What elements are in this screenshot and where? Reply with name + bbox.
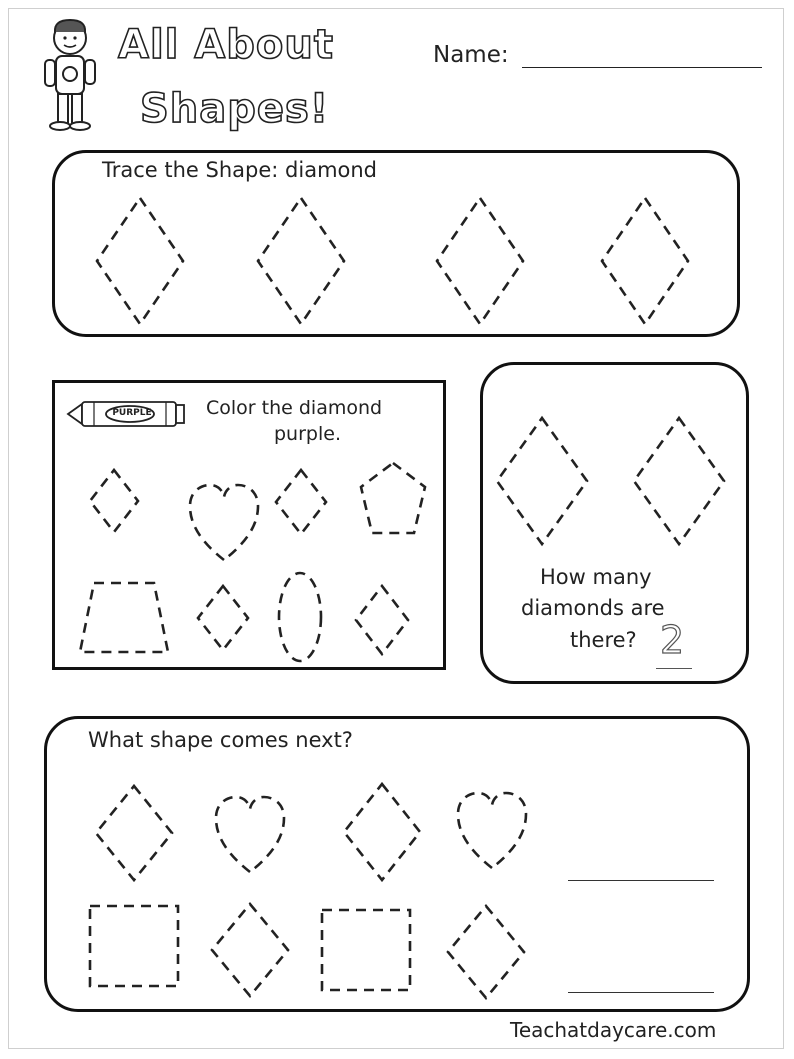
trace-diamond-1[interactable] — [95, 196, 185, 326]
pattern-r2-square-2 — [320, 908, 412, 992]
color-shape-diamond-2[interactable] — [274, 468, 328, 536]
trace-diamond-3[interactable] — [435, 196, 525, 326]
crayon-label: PURPLE — [112, 408, 152, 418]
count-answer-line — [656, 668, 692, 669]
color-shape-diamond-1[interactable] — [88, 468, 140, 534]
pattern-r1-diamond-1 — [94, 784, 174, 882]
count-diamond-1 — [495, 416, 589, 546]
trace-instruction: Trace the Shape: diamond — [102, 158, 378, 182]
trace-diamond-4[interactable] — [600, 196, 690, 326]
color-shape-oval[interactable] — [276, 570, 324, 664]
color-instruction-line2: purple. — [274, 423, 341, 445]
color-shape-trapezoid[interactable] — [78, 580, 170, 654]
color-shape-diamond-3[interactable] — [196, 584, 250, 652]
pattern-r2-square-1 — [88, 904, 180, 988]
pattern-instruction: What shape comes next? — [88, 728, 353, 752]
color-instruction-line1: Color the diamond — [206, 397, 383, 419]
pattern-r1-answer-line[interactable] — [568, 880, 714, 881]
color-shape-pentagon[interactable] — [358, 460, 428, 536]
pattern-r2-diamond-1 — [210, 902, 290, 998]
count-question-line3: there? — [570, 628, 637, 652]
count-question-line1: How many — [540, 565, 652, 589]
pattern-r1-heart-2 — [454, 790, 530, 870]
color-shape-heart[interactable] — [186, 482, 262, 562]
footer-credit: Teachatdaycare.com — [510, 1018, 717, 1042]
color-shape-diamond-4[interactable] — [354, 584, 410, 656]
pattern-r1-diamond-2 — [342, 782, 422, 882]
count-answer[interactable]: 2 — [660, 618, 685, 662]
pattern-r1-heart-1 — [212, 794, 288, 874]
count-diamond-2 — [632, 416, 726, 546]
pattern-r2-diamond-2 — [446, 904, 526, 1000]
count-question-line2: diamonds are — [521, 596, 665, 620]
kid-mascot-icon — [40, 16, 100, 134]
name-label: Name: — [433, 42, 509, 68]
worksheet-title-line2: Shapes! — [140, 86, 330, 132]
pattern-r2-answer-line[interactable] — [568, 992, 714, 993]
worksheet-title-line1: All About — [118, 22, 334, 68]
name-field-line[interactable] — [522, 67, 762, 68]
trace-diamond-2[interactable] — [256, 196, 346, 326]
